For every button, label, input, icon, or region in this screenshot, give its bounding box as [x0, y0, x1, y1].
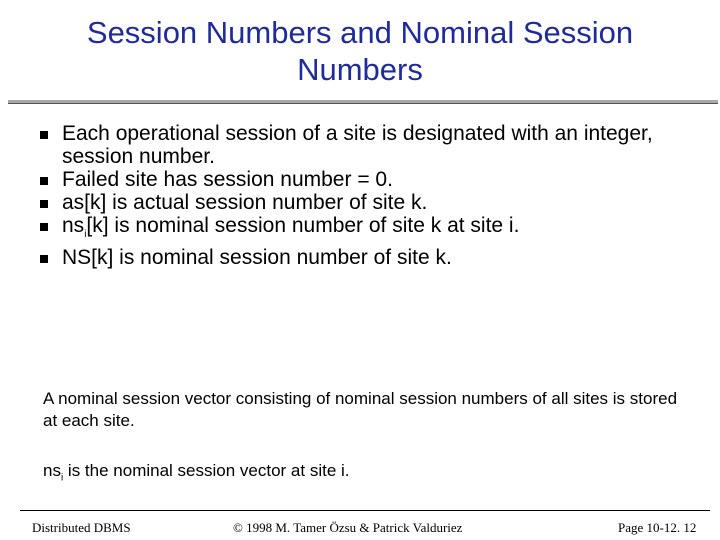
bullet-text — [62, 214, 520, 241]
title-divider — [8, 100, 718, 104]
footer-divider — [20, 510, 710, 511]
square-bullet-icon — [40, 200, 48, 208]
bullet-item — [40, 168, 680, 191]
footer-page-number: Page 10-12. 12 — [618, 520, 697, 535]
square-bullet-icon — [40, 223, 48, 231]
note-paragraph — [43, 460, 693, 489]
bullet-text: NS[k] is nominal session number of site k. — [62, 246, 452, 270]
slide-title: Session Numbers and Nominal Session Numbers — [86, 15, 634, 87]
ns-subscript: i — [60, 472, 64, 484]
note-paragraph: A nominal session vector consisting of nominal session numbers of all sites is stored at each site. — [43, 389, 678, 430]
bullet-item — [40, 191, 680, 214]
ns-subscript: i — [84, 229, 87, 241]
square-bullet-icon — [40, 255, 48, 263]
square-bullet-icon — [40, 177, 48, 185]
bullet-item — [40, 246, 680, 269]
bullet-item — [40, 214, 680, 246]
bullet-text: Failed site has session number = 0. — [62, 168, 393, 191]
bullet-list — [40, 122, 680, 269]
footer-copyright: © 1998 M. Tamer Özsu & Patrick Valduriez — [233, 520, 463, 535]
note-text-rest: is the nominal session vector at site i. — [63, 461, 350, 480]
ns-symbol: ns — [62, 214, 85, 237]
footer-course: Distributed DBMS — [32, 520, 131, 535]
square-bullet-icon — [40, 131, 48, 139]
bullet-text: Each operational session of a site is designated with an integer, session number. — [62, 122, 653, 168]
ns-symbol: ns — [43, 461, 61, 480]
bullet-item — [40, 122, 680, 168]
bullet-text-rest: [k] is nominal session number of site k at site i. — [86, 214, 520, 237]
bullet-text: as[k] is actual session number of site k. — [62, 191, 428, 214]
